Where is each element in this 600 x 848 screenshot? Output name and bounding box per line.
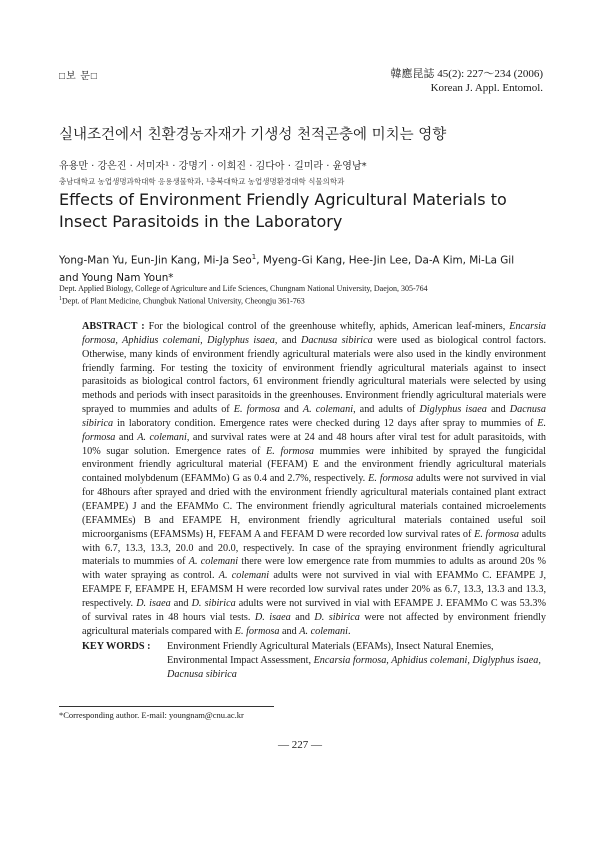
keywords-label: KEY WORDS : — [82, 641, 151, 652]
journal-name-line: Korean J. Appl. Entomol. — [430, 82, 543, 94]
abstract-text: and — [277, 334, 301, 346]
keywords — [82, 640, 546, 682]
footnote-rule — [59, 706, 274, 707]
journal-volume-line: 韓應昆誌 45(2): 227～234 (2006) — [390, 68, 543, 80]
abstract-text: , and adults of — [353, 404, 420, 416]
species-name: D. sibirica — [314, 611, 360, 623]
abstract-text: and — [170, 597, 192, 609]
english-title: Effects of Environment Friendly Agricultural Materials to Insect Parasitoids in the Laboratory — [59, 190, 507, 231]
abstract-text: and — [280, 404, 303, 416]
abstract-text: . — [347, 625, 351, 637]
affiliation-text: Dept. of Plant Medicine, Chungbuk National University, Cheongju 361-763 — [62, 296, 305, 306]
section-tag: □보 문□ — [59, 71, 98, 82]
species-name: D. isaea — [136, 597, 171, 609]
abstract-text: and — [115, 431, 138, 443]
keywords-species: Encarsia formosa, Aphidius colemani, Diglyphus isaea, Dacnusa sibirica — [167, 655, 541, 680]
species-name: E. formosa — [233, 404, 281, 416]
species-name: Dacnusa sibirica — [82, 404, 546, 429]
affiliation-line-2 — [59, 294, 428, 307]
keywords-list — [167, 640, 546, 682]
english-authors — [59, 248, 549, 287]
affiliation-line-1: Dept. Applied Biology, College of Agriculture and Life Sciences, Chungnam National University, Daejon, 305-764 — [59, 284, 428, 293]
authors-line-2: and Young Nam Youn* — [59, 272, 174, 285]
authors-part: , Myeng-Gi Kang, Hee-Jin Lee, Da-A Kim, Mi-La Gil — [256, 254, 515, 267]
page-number: — 227 — — [278, 739, 322, 751]
species-name: Encarsia formosa, Aphidius colemani, Diglyphus isaea, — [82, 321, 547, 346]
korean-affiliation: 충남대학교 농업생명과학대학 응용생물학과, ¹충북대학교 농업생명환경대학 식물의학과 — [59, 177, 345, 186]
species-name: E. formosa — [266, 445, 314, 457]
abstract — [82, 320, 546, 638]
abstract-text: adults were not survived in vial with EFAMPE J. EFAMMo C was 53.3% of survival rates in 48 hours vial tests. — [82, 597, 546, 623]
species-name: A. colemani — [299, 625, 348, 637]
abstract-text: in laboratory condition. Emergence rates were checked during 12 days after spray to mummies of — [113, 417, 538, 429]
footnote: *Corresponding author. E-mail: youngnam@cnu.ac.kr — [59, 710, 244, 720]
species-name: D. isaea — [254, 611, 291, 623]
abstract-text: and — [290, 611, 315, 623]
species-name: E. formosa — [82, 417, 546, 443]
abstract-text: , and survival rates were at 24 and 48 hours after viral test for adult parasitoids, with 10% sugar solution. Emergence rates of — [82, 431, 546, 457]
abstract-text: were not affected by environment friendly agricultural materials compared with — [82, 611, 546, 637]
journal-citation — [391, 67, 543, 95]
abstract-text: were used as biological control factors. Otherwise, many kinds of environment friendly agricultural materials were also used in the kindly environment friendly farming. For testing the toxicity of environment friendly agricultural materials against to insect parasitoids as biological control factors, 61 environment friendly agricultural materials were selected by using methods and periods with insect parasitoids in the greenhouses. Environment friendly agricultural materials were sprayed to mummies and adults of — [82, 334, 546, 416]
species-name: Dacnusa sibirica — [300, 334, 373, 346]
abstract-label: ABSTRACT : — [82, 321, 145, 332]
species-name: A. colemani — [218, 570, 270, 582]
species-name: A. colemani — [188, 556, 239, 568]
species-name: E. formosa — [368, 473, 414, 485]
keywords-text: Environment Friendly Agricultural Materials (EFAMs), Insect Natural Enemies, Environmental Impact Assessment, — [167, 641, 494, 666]
species-name: E. formosa — [474, 528, 519, 540]
affiliation-marker: 1 — [251, 253, 257, 261]
abstract-text: and — [279, 625, 300, 637]
abstract-text: adults with 6.7, 13.3, 13.3, 20.0 and 20.0, respectively. In case of the spraying environment friendly agricultural materials to mummies of — [82, 528, 546, 568]
abstract-text: For the biological control of the greenhouse whitefly, aphids, American leaf-miners, — [144, 321, 510, 332]
abstract-text: mummies were inhibited by sprayed the fungicidal environment friendly agricultural material (FEFAM) E and the environment friendly agricultural materials contained molybdenum (EFAMMo) G as 0.4 and 2.7%, respectively. — [82, 445, 547, 485]
species-name: A. colemani — [302, 404, 354, 416]
abstract-text: adults were not survived in vial with EFAMMo C. EFAMPE J, EFAMPE F, EFAMPE H, EFAMSM H were recorded low survival rates under 20% as 6.7, 13.3, 13.3 and 13.3, respectively. — [82, 570, 546, 609]
abstract-text: there were low emergence rate from mummies to adults as around 20s % with water spraying as control. — [82, 556, 546, 582]
korean-authors: 유용만 · 강은진 · 서미자¹ · 강명기 · 이희진 · 김다아 · 길미라 · 윤영남* — [59, 161, 367, 172]
english-affiliation — [59, 283, 428, 307]
species-name: D. sibirica — [191, 597, 236, 609]
species-name: Diglyphus isaea — [419, 404, 487, 416]
species-name: E. formosa — [234, 625, 280, 637]
authors-part: Yong-Man Yu, Eun-Jin Kang, Mi-Ja Seo — [59, 254, 252, 267]
species-name: A. colemani — [137, 431, 187, 443]
abstract-text: adults were not survived in vial for 48hours after sprayed and dried with the environment friendly agricultural materials contained plant extract (EFAMPE) J and the EFAMMo C. The environment friendly agricultural materials contained microelements (EFAMMEs) B and EFAMPE H, environment friendly agricultural materials contained useful soil microorganisms (EFAMSMs) H, FEFAM A and FEFAM D were recorded low survival rates of — [82, 473, 546, 540]
affiliation-marker: 1 — [59, 296, 62, 302]
authors-line-1 — [59, 248, 549, 269]
abstract-text: and — [486, 404, 510, 416]
korean-title: 실내조건에서 친환경농자재가 기생성 천적곤충에 미치는 영향 — [59, 127, 447, 143]
